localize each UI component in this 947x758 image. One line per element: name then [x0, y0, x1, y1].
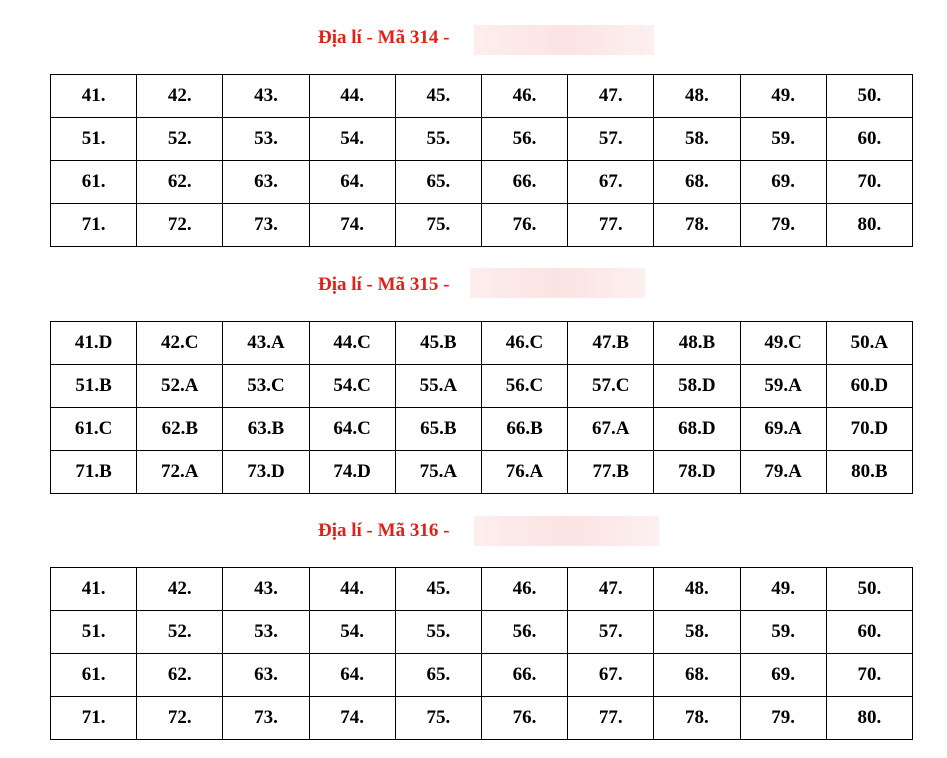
answer-cell: 76.	[481, 204, 567, 247]
answer-cell: 70.	[826, 654, 912, 697]
answer-cell: 53.	[223, 118, 309, 161]
table-row	[51, 118, 913, 161]
answer-cell: 63.B	[223, 408, 309, 451]
answer-cell: 57.	[568, 611, 654, 654]
table-row	[51, 161, 913, 204]
answer-cell: 42.	[137, 568, 223, 611]
answer-cell: 52.	[137, 118, 223, 161]
answer-cell: 51.B	[51, 365, 137, 408]
table-row	[51, 654, 913, 697]
answer-cell: 78.	[654, 204, 740, 247]
answer-cell: 71.	[51, 697, 137, 740]
table-row	[51, 611, 913, 654]
answer-cell: 58.	[654, 611, 740, 654]
answer-cell: 44.	[309, 75, 395, 118]
table-row	[51, 568, 913, 611]
answer-cell: 60.	[826, 611, 912, 654]
answer-cell: 74.D	[309, 451, 395, 494]
answer-cell: 78.	[654, 697, 740, 740]
answer-cell: 73.	[223, 204, 309, 247]
answer-cell: 72.A	[137, 451, 223, 494]
answer-cell: 43.A	[223, 322, 309, 365]
answer-cell: 67.	[568, 161, 654, 204]
answer-cell: 62.B	[137, 408, 223, 451]
redacted-area	[474, 516, 659, 546]
answer-cell: 57.C	[568, 365, 654, 408]
answer-cell: 48.B	[654, 322, 740, 365]
answer-cell: 65.	[395, 654, 481, 697]
table-row	[51, 451, 913, 494]
answer-cell: 42.C	[137, 322, 223, 365]
answer-cell: 41.	[51, 75, 137, 118]
answer-cell: 68.D	[654, 408, 740, 451]
answer-cell: 72.	[137, 204, 223, 247]
answer-cell: 77.	[568, 204, 654, 247]
answer-cell: 45.	[395, 568, 481, 611]
answer-cell: 71.	[51, 204, 137, 247]
answer-cell: 57.	[568, 118, 654, 161]
answer-cell: 47.	[568, 75, 654, 118]
answer-cell: 69.	[740, 161, 826, 204]
table-row	[51, 204, 913, 247]
answer-cell: 41.	[51, 568, 137, 611]
answer-cell: 50.	[826, 568, 912, 611]
answer-cell: 44.	[309, 568, 395, 611]
answer-cell: 54.	[309, 611, 395, 654]
answer-cell: 43.	[223, 568, 309, 611]
answer-cell: 61.	[51, 654, 137, 697]
answer-cell: 48.	[654, 568, 740, 611]
answer-cell: 78.D	[654, 451, 740, 494]
answer-cell: 43.	[223, 75, 309, 118]
answer-cell: 50.	[826, 75, 912, 118]
answer-cell: 63.	[223, 161, 309, 204]
table-row	[51, 697, 913, 740]
answer-cell: 53.C	[223, 365, 309, 408]
answer-cell: 49.	[740, 75, 826, 118]
answer-cell: 73.D	[223, 451, 309, 494]
answer-cell: 46.	[481, 75, 567, 118]
answer-cell: 64.	[309, 654, 395, 697]
answer-cell: 67.A	[568, 408, 654, 451]
answer-cell: 46.C	[481, 322, 567, 365]
answer-cell: 42.	[137, 75, 223, 118]
answer-cell: 63.	[223, 654, 309, 697]
section-title-315: Địa lí - Mã 315 -	[318, 274, 450, 295]
answer-cell: 70.D	[826, 408, 912, 451]
answer-cell: 73.	[223, 697, 309, 740]
redacted-area	[470, 268, 645, 298]
answer-cell: 75.	[395, 697, 481, 740]
answer-cell: 54.C	[309, 365, 395, 408]
answer-cell: 64.C	[309, 408, 395, 451]
answer-cell: 58.D	[654, 365, 740, 408]
redacted-area	[474, 25, 654, 55]
answer-cell: 56.	[481, 611, 567, 654]
answer-cell: 75.A	[395, 451, 481, 494]
answer-cell: 67.	[568, 654, 654, 697]
answer-cell: 54.	[309, 118, 395, 161]
answer-cell: 59.A	[740, 365, 826, 408]
answer-table-315	[50, 321, 913, 494]
answer-cell: 66.	[481, 161, 567, 204]
table-row	[51, 322, 913, 365]
table-row	[51, 408, 913, 451]
answer-cell: 68.	[654, 654, 740, 697]
answer-cell: 61.C	[51, 408, 137, 451]
answer-cell: 72.	[137, 697, 223, 740]
answer-cell: 69.A	[740, 408, 826, 451]
answer-cell: 56.C	[481, 365, 567, 408]
answer-cell: 61.	[51, 161, 137, 204]
answer-cell: 76.A	[481, 451, 567, 494]
answer-cell: 46.	[481, 568, 567, 611]
answer-cell: 80.B	[826, 451, 912, 494]
answer-cell: 45.	[395, 75, 481, 118]
answer-cell: 77.	[568, 697, 654, 740]
answer-cell: 51.	[51, 611, 137, 654]
answer-cell: 76.	[481, 697, 567, 740]
answer-cell: 47.	[568, 568, 654, 611]
answer-cell: 68.	[654, 161, 740, 204]
answer-cell: 64.	[309, 161, 395, 204]
answer-cell: 49.C	[740, 322, 826, 365]
section-title-314: Địa lí - Mã 314 -	[318, 27, 450, 48]
answer-cell: 70.	[826, 161, 912, 204]
answer-cell: 62.	[137, 654, 223, 697]
answer-cell: 49.	[740, 568, 826, 611]
table-row	[51, 75, 913, 118]
answer-cell: 41.D	[51, 322, 137, 365]
answer-cell: 66.B	[481, 408, 567, 451]
answer-cell: 47.B	[568, 322, 654, 365]
answer-cell: 55.	[395, 118, 481, 161]
answer-cell: 74.	[309, 697, 395, 740]
answer-cell: 71.B	[51, 451, 137, 494]
answer-table-314	[50, 74, 913, 247]
answer-cell: 65.B	[395, 408, 481, 451]
answer-table-316	[50, 567, 913, 740]
answer-cell: 66.	[481, 654, 567, 697]
answer-cell: 69.	[740, 654, 826, 697]
answer-cell: 80.	[826, 204, 912, 247]
table-row	[51, 365, 913, 408]
answer-cell: 51.	[51, 118, 137, 161]
answer-cell: 74.	[309, 204, 395, 247]
answer-cell: 52.A	[137, 365, 223, 408]
answer-cell: 60.	[826, 118, 912, 161]
answer-cell: 56.	[481, 118, 567, 161]
answer-cell: 62.	[137, 161, 223, 204]
answer-cell: 53.	[223, 611, 309, 654]
answer-cell: 45.B	[395, 322, 481, 365]
answer-cell: 50.A	[826, 322, 912, 365]
answer-cell: 80.	[826, 697, 912, 740]
answer-cell: 77.B	[568, 451, 654, 494]
answer-cell: 79.	[740, 204, 826, 247]
answer-cell: 75.	[395, 204, 481, 247]
answer-cell: 52.	[137, 611, 223, 654]
answer-cell: 58.	[654, 118, 740, 161]
answer-cell: 59.	[740, 118, 826, 161]
answer-cell: 55.	[395, 611, 481, 654]
answer-cell: 60.D	[826, 365, 912, 408]
answer-cell: 79.A	[740, 451, 826, 494]
answer-cell: 65.	[395, 161, 481, 204]
section-title-316: Địa lí - Mã 316 -	[318, 520, 450, 541]
answer-cell: 79.	[740, 697, 826, 740]
answer-cell: 48.	[654, 75, 740, 118]
answer-cell: 44.C	[309, 322, 395, 365]
answer-cell: 59.	[740, 611, 826, 654]
answer-cell: 55.A	[395, 365, 481, 408]
